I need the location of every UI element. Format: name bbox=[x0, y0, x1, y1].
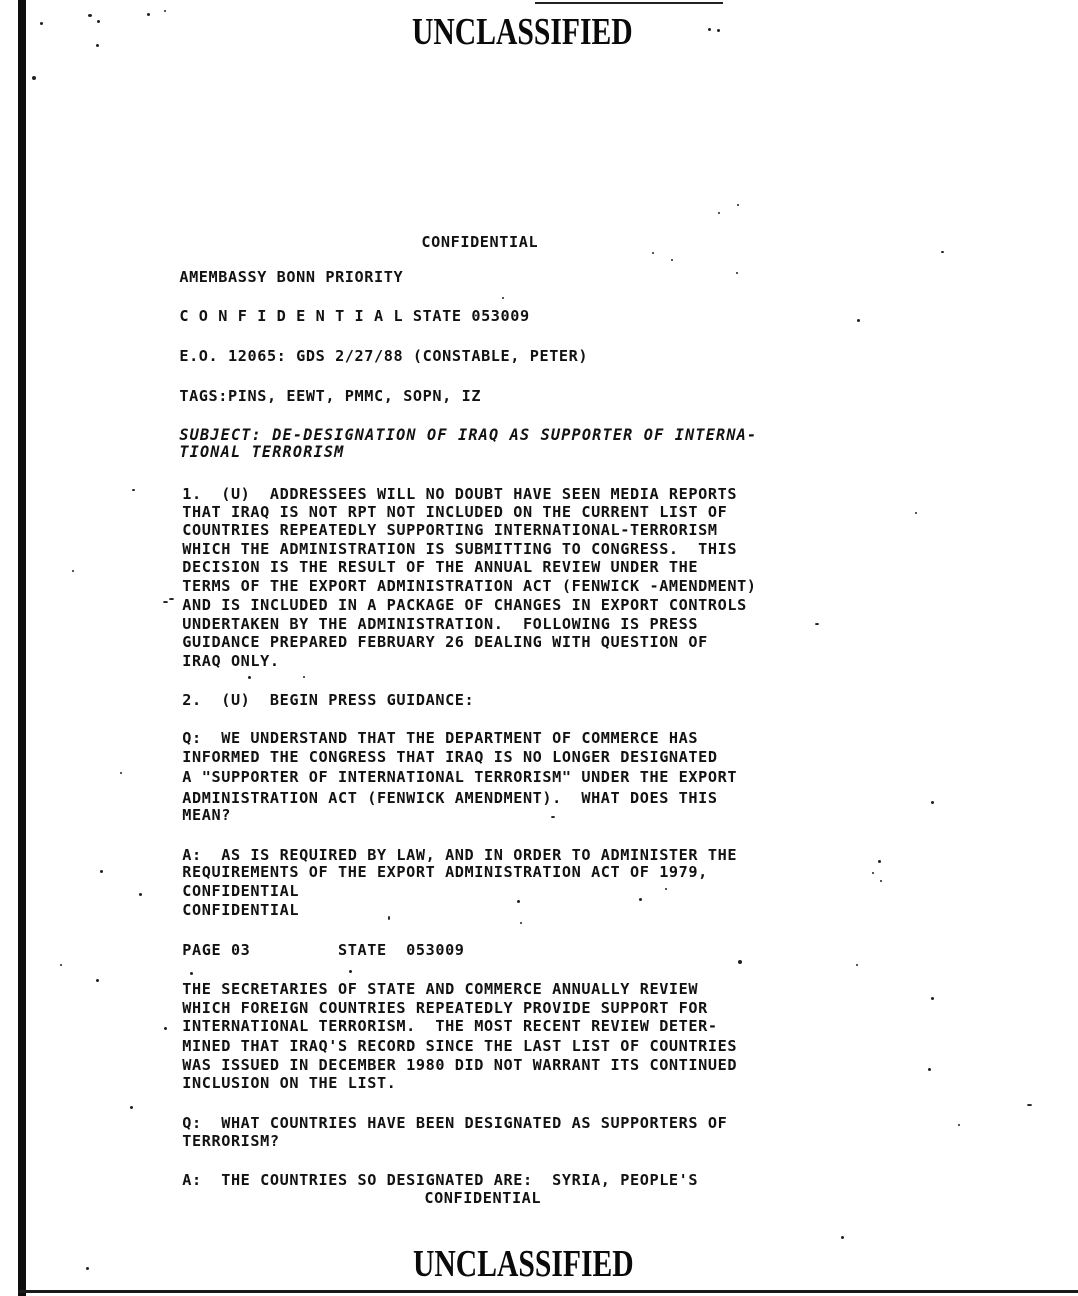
question-line: MEAN? bbox=[182, 806, 231, 824]
answer-line: INCLUSION ON THE LIST. bbox=[182, 1074, 397, 1092]
paragraph-line: 1. (U) ADDRESSEES WILL NO DOUBT HAVE SEEN MEDIA REPORTS bbox=[182, 485, 738, 503]
addressee-line: AMEMBASSY BONN PRIORITY bbox=[179, 268, 404, 286]
answer-line: CONFIDENTIAL bbox=[182, 882, 300, 900]
question-line: ADMINISTRATION ACT (FENWICK AMENDMENT). WHAT DOES THIS bbox=[182, 789, 718, 807]
answer-line: THE SECRETARIES OF STATE AND COMMERCE ANNUALLY REVIEW bbox=[182, 980, 699, 998]
question-line: Q: WE UNDERSTAND THAT THE DEPARTMENT OF COMMERCE HAS bbox=[182, 729, 699, 747]
paragraph-line: 2. (U) BEGIN PRESS GUIDANCE: bbox=[182, 691, 475, 709]
answer-line: INTERNATIONAL TERRORISM. THE MOST RECENT REVIEW DETER- bbox=[182, 1017, 718, 1035]
paragraph-line: THAT IRAQ IS NOT RPT NOT INCLUDED ON THE CURRENT LIST OF bbox=[182, 503, 728, 521]
subject-line: TIONAL TERRORISM bbox=[179, 443, 345, 461]
footer-confidential: CONFIDENTIAL bbox=[424, 1189, 542, 1207]
tags-line: TAGS:PINS, EEWT, PMMC, SOPN, IZ bbox=[179, 387, 482, 405]
paragraph-line: GUIDANCE PREPARED FEBRUARY 26 DEALING WITH QUESTION OF bbox=[182, 633, 708, 651]
answer-line: A: AS IS REQUIRED BY LAW, AND IN ORDER TO ADMINISTER THE bbox=[182, 846, 738, 864]
answer-line: REQUIREMENTS OF THE EXPORT ADMINISTRATION ACT OF 1979, bbox=[182, 863, 708, 881]
classification-stamp-bottom: UNCLASSIFIED bbox=[413, 1243, 634, 1285]
answer-line: WHICH FOREIGN COUNTRIES REPEATEDLY PROVIDE SUPPORT FOR bbox=[182, 999, 708, 1017]
paragraph-line: AND IS INCLUDED IN A PACKAGE OF CHANGES IN EXPORT CONTROLS bbox=[182, 596, 747, 614]
question-line: A "SUPPORTER OF INTERNATIONAL TERRORISM" UNDER THE EXPORT bbox=[182, 768, 738, 786]
classification-line: C O N F I D E N T I A L STATE 053009 bbox=[179, 307, 530, 325]
page-marker: PAGE 03 STATE 053009 bbox=[182, 941, 465, 959]
classification-stamp-top: UNCLASSIFIED bbox=[412, 11, 633, 53]
subject-line: SUBJECT: DE-DESIGNATION OF IRAQ AS SUPPORTER OF INTERNA- bbox=[179, 426, 758, 444]
paragraph-line: UNDERTAKEN BY THE ADMINISTRATION. FOLLOWING IS PRESS bbox=[182, 615, 699, 633]
paragraph-line: DECISION IS THE RESULT OF THE ANNUAL REVIEW UNDER THE bbox=[182, 558, 699, 576]
paragraph-line: TERMS OF THE EXPORT ADMINISTRATION ACT (FENWICK -AMENDMENT) bbox=[182, 577, 757, 595]
answer-line: CONFIDENTIAL bbox=[182, 901, 300, 919]
eo-line: E.O. 12065: GDS 2/27/88 (CONSTABLE, PETER) bbox=[179, 347, 589, 365]
question-line: INFORMED THE CONGRESS THAT IRAQ IS NO LONGER DESIGNATED bbox=[182, 748, 718, 766]
paragraph-line: WHICH THE ADMINISTRATION IS SUBMITTING TO CONGRESS. THIS bbox=[182, 540, 738, 558]
answer-line: A: THE COUNTRIES SO DESIGNATED ARE: SYRIA, PEOPLE'S bbox=[182, 1171, 699, 1189]
question-line: Q: WHAT COUNTRIES HAVE BEEN DESIGNATED AS SUPPORTERS OF bbox=[182, 1114, 728, 1132]
answer-line: WAS ISSUED IN DECEMBER 1980 DID NOT WARRANT ITS CONTINUED bbox=[182, 1056, 738, 1074]
paragraph-line: IRAQ ONLY. bbox=[182, 652, 280, 670]
question-line: TERRORISM? bbox=[182, 1132, 280, 1150]
paragraph-line: COUNTRIES REPEATEDLY SUPPORTING INTERNATIONAL-TERRORISM bbox=[182, 521, 718, 539]
confidential-heading: CONFIDENTIAL bbox=[421, 233, 539, 251]
answer-line: MINED THAT IRAQ'S RECORD SINCE THE LAST LIST OF COUNTRIES bbox=[182, 1037, 738, 1055]
